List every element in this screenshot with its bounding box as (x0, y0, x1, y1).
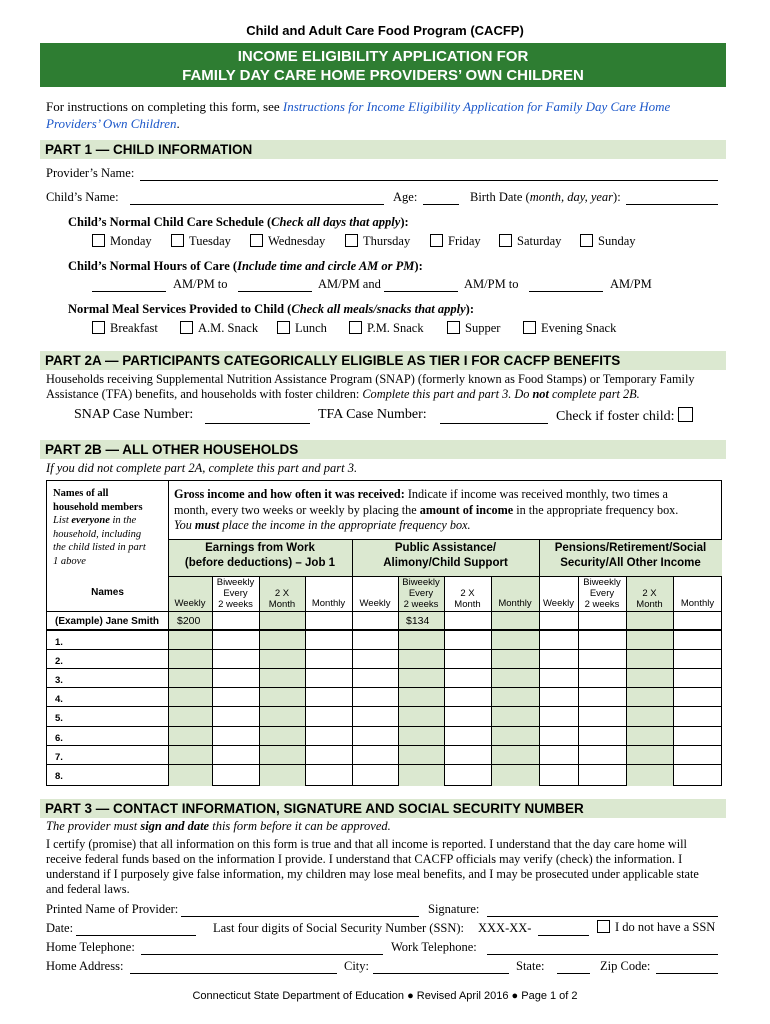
names-header-cell: Names of all household members List everyone in the household, including the child listed in part 1 above (53, 488, 146, 567)
form-title-banner (40, 43, 726, 87)
part2b-intro: If you did not complete part 2A, complete this part and part 3. (46, 461, 358, 475)
part2b-header: PART 2B — ALL OTHER HOUSEHOLDS (40, 440, 726, 459)
part2a-header: PART 2A — PARTICIPANTS CATEGORICALLY ELIGIBLE AS TIER I FOR CACFP BENEFITS (40, 351, 726, 370)
instructions-text (46, 98, 726, 132)
hours-start-1-field[interactable] (92, 291, 166, 292)
freq-twice-month: 2 X Month (636, 588, 663, 610)
meal-checkbox-supper[interactable]: Supper (447, 321, 500, 336)
age-field[interactable] (423, 204, 459, 205)
no-ssn-option[interactable]: I do not have a SSN (597, 920, 715, 935)
program-title: Child and Adult Care Food Program (CACFP) (246, 23, 524, 38)
snap-label: SNAP Case Number: (74, 407, 194, 422)
ampm-to-2-label: AM/PM to (464, 277, 519, 291)
day-checkbox-monday[interactable]: Monday (92, 234, 152, 249)
part3-header: PART 3 — CONTACT INFORMATION, SIGNATURE AND SOCIAL SECURITY NUMBER (40, 799, 726, 818)
row-number: 2. (55, 656, 63, 667)
checkbox-icon[interactable] (92, 321, 105, 334)
example-public-assistance: $134 (406, 615, 430, 627)
meal-checkbox-lunch[interactable]: Lunch (277, 321, 327, 336)
tfa-label: TFA Case Number: (318, 407, 427, 422)
instructions-prefix: For instructions on completing this form, see (46, 99, 283, 114)
meals-label: Normal Meal Services Provided to Child (Check all meals/snacks that apply): (68, 302, 474, 316)
row-number: 4. (55, 694, 63, 705)
zip-field[interactable] (656, 973, 718, 974)
instructions-suffix: . (176, 116, 180, 131)
freq-monthly: Monthly (680, 598, 715, 609)
freq-biweekly: Biweekly Every 2 weeks (583, 577, 621, 610)
ssn-last-four-field[interactable] (538, 935, 589, 936)
income-table (46, 480, 722, 786)
home-telephone-label: Home Telephone: (46, 940, 135, 954)
meal-checkbox-am-snack[interactable]: A.M. Snack (180, 321, 258, 336)
meal-checkbox-breakfast[interactable]: Breakfast (92, 321, 158, 336)
certification-text: I certify (promise) that all information on this form is true and that all income is reported. I understand that the day care home will receive federal funds based on the information I provide. I understand that CACFP officials may verify (check) the information. I understand if I purposely give false information, my children may lose meal benefits, and I may be prosecuted under applicable state and federal laws. (46, 837, 699, 896)
freq-twice-month: 2 X Month (268, 588, 296, 610)
instructions-link[interactable]: Instructions for Income Eligibility Application for Family Day Care Home Providers’ Own Children (46, 99, 671, 131)
meal-checkbox-pm-snack[interactable]: P.M. Snack (349, 321, 424, 336)
work-telephone-field[interactable] (487, 954, 718, 955)
tfa-case-field[interactable] (440, 423, 548, 424)
checkbox-icon[interactable] (349, 321, 362, 334)
hours-start-2-field[interactable] (384, 291, 458, 292)
freq-biweekly: Biweekly Every 2 weeks (402, 577, 440, 610)
checkbox-icon[interactable] (171, 234, 184, 247)
checkbox-icon[interactable] (180, 321, 193, 334)
signature-field[interactable] (487, 916, 718, 917)
row-number: 5. (55, 713, 63, 724)
group-header-earnings: Earnings from Work (before deductions) – Job 1 (184, 542, 336, 569)
group-header-pensions: Pensions/Retirement/Social Security/All Other Income (554, 542, 707, 569)
row-number: 8. (55, 771, 63, 782)
checkbox-icon[interactable] (580, 234, 593, 247)
day-checkbox-wednesday[interactable]: Wednesday (250, 234, 325, 249)
state-label: State: (516, 959, 545, 973)
foster-label: Check if foster child: (556, 407, 698, 425)
checkbox-icon[interactable] (250, 234, 263, 247)
part3-must-sign: The provider must sign and date this form before it can be approved. (46, 819, 391, 833)
childs-name-field[interactable] (130, 204, 384, 205)
birth-date-label: Birth Date (month, day, year): (470, 190, 621, 204)
signature-label: Signature: (428, 902, 480, 916)
ampm-to-label: AM/PM to (173, 277, 228, 291)
providers-name-label: Provider’s Name: (46, 166, 135, 180)
printed-name-label: Printed Name of Provider: (46, 902, 179, 916)
row-number: 7. (55, 752, 63, 763)
foster-checkbox[interactable] (678, 407, 693, 422)
names-column-header: Names (91, 587, 124, 598)
checkbox-icon[interactable] (523, 321, 536, 334)
row-number: 6. (55, 733, 63, 744)
day-checkbox-saturday[interactable]: Saturday (499, 234, 561, 249)
form-title-line-2: FAMILY DAY CARE HOME PROVIDERS’ OWN CHILDREN (182, 67, 584, 84)
form-title-line-1: INCOME ELIGIBILITY APPLICATION FOR (237, 48, 529, 65)
birth-date-field[interactable] (626, 204, 718, 205)
ssn-label: Last four digits of Social Security Number (SSN): (213, 921, 465, 935)
no-ssn-checkbox[interactable] (597, 920, 610, 933)
page-footer: Connecticut State Department of Education ● Revised April 2016 ● Page 1 of 2 (192, 990, 578, 1002)
freq-weekly: Weekly (174, 598, 206, 609)
home-address-field[interactable] (130, 973, 337, 974)
day-checkbox-tuesday[interactable]: Tuesday (171, 234, 231, 249)
city-label: City: (344, 959, 370, 973)
freq-monthly: Monthly (311, 598, 346, 609)
hours-end-1-field[interactable] (238, 291, 312, 292)
freq-weekly: Weekly (543, 598, 574, 609)
freq-twice-month: 2 X Month (454, 588, 481, 610)
example-weekly-income: $200 (177, 615, 201, 627)
part1-header: PART 1 — CHILD INFORMATION (40, 140, 726, 159)
city-field[interactable] (373, 973, 509, 974)
checkbox-icon[interactable] (345, 234, 358, 247)
freq-monthly: Monthly (498, 598, 532, 609)
meal-checkbox-evening-snack[interactable]: Evening Snack (523, 321, 616, 336)
hours-label: Child’s Normal Hours of Care (Include time and circle AM or PM): (68, 259, 423, 273)
age-label: Age: (393, 190, 418, 204)
schedule-label: Child’s Normal Child Care Schedule (Check all days that apply): (68, 215, 409, 229)
home-telephone-field[interactable] (141, 954, 383, 955)
part2a-text: Households receiving Supplemental Nutrition Assistance Program (SNAP) (formerly known as Food Stamps) or Temporary Family Assistance (TFA) benefits, and households with foster children: Complete this part and part 3. Do not complete part 2B. (46, 372, 695, 401)
freq-weekly: Weekly (359, 598, 391, 609)
snap-case-field[interactable] (205, 423, 310, 424)
work-telephone-label: Work Telephone: (391, 940, 477, 954)
checkbox-icon[interactable] (277, 321, 290, 334)
ampm-and-label: AM/PM and (318, 277, 381, 291)
checkbox-icon[interactable] (92, 234, 105, 247)
hours-end-2-field[interactable] (529, 291, 603, 292)
ssn-prefix: XXX-XX- (478, 921, 532, 935)
checkbox-icon[interactable] (447, 321, 460, 334)
zip-label: Zip Code: (600, 959, 651, 973)
example-row-name: (Example) Jane Smith (55, 616, 159, 627)
checkbox-icon[interactable] (430, 234, 443, 247)
ampm-label: AM/PM (610, 277, 652, 291)
printed-name-field[interactable] (181, 916, 419, 917)
date-field[interactable] (76, 935, 196, 936)
group-header-public-assistance: Public Assistance/ Alimony/Child Support (383, 542, 508, 569)
row-number: 3. (55, 675, 63, 686)
home-address-label: Home Address: (46, 959, 124, 973)
gross-income-instructions: Gross income and how often it was received: Indicate if income was received monthly, two times a month, every two weeks or weekly by placing the amount of income in the appropriate frequency box. You must place the income in the appropriate frequency box. (174, 487, 679, 532)
date-label: Date: (46, 921, 74, 935)
day-checkbox-sunday[interactable]: Sunday (580, 234, 636, 249)
row-number: 1. (55, 637, 63, 648)
state-field[interactable] (557, 973, 590, 974)
freq-biweekly: Biweekly Every 2 weeks (216, 577, 255, 610)
providers-name-field[interactable] (140, 180, 718, 181)
day-checkbox-thursday[interactable]: Thursday (345, 234, 410, 249)
day-checkbox-friday[interactable]: Friday (430, 234, 481, 249)
checkbox-icon[interactable] (499, 234, 512, 247)
childs-name-label: Child’s Name: (46, 190, 119, 204)
